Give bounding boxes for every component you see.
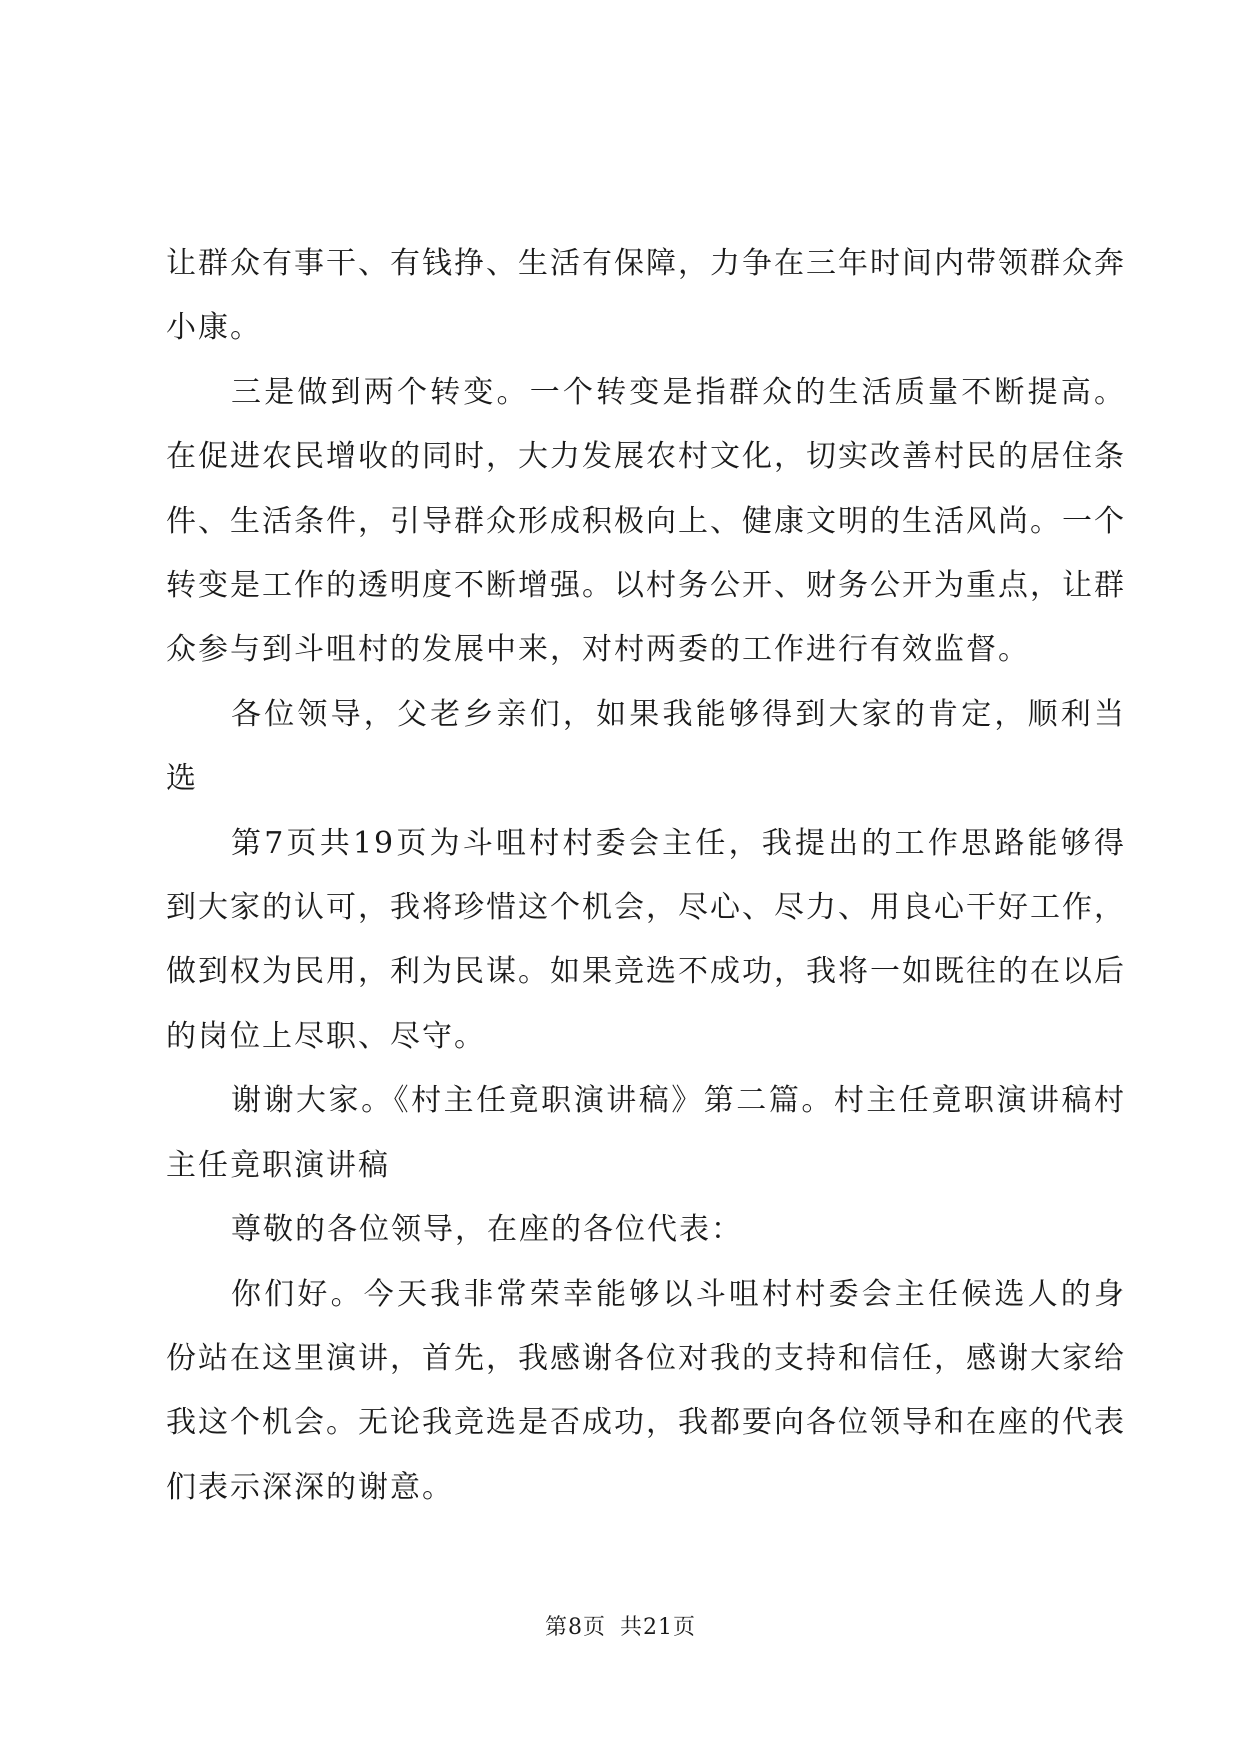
paragraph-6: 尊敬的各位领导，在座的各位代表： <box>231 1212 743 1248</box>
paragraph-7: 你们好。今天我非常荣幸能够以斗咀村村委会主任候选人的身份站在这里演讲，首先，我感谢各位对我的支持和信任，感谢大家给我这个机会。无论我竞选是否成功，我都要向各位领导和在座的代表们表示深深的谢意。 <box>166 1276 1126 1505</box>
paragraph-3: 各位领导，父老乡亲们，如果我能够得到大家的肯定，顺利当选 <box>166 696 1126 797</box>
page-number-total: 共21页 <box>620 1615 696 1640</box>
paragraph-4: 第7页共19页为斗咀村村委会主任，我提出的工作思路能够得到大家的认可，我将珍惜这个机会，尽心、尽力、用良心干好工作，做到权为民用，利为民谋。如果竞选不成功，我将一如既往的在以后的岗位上尽职、尽守。 <box>166 825 1126 1054</box>
paragraph-1: 让群众有事干、有钱挣、生活有保障，力争在三年时间内带领群众奔小康。 <box>166 246 1126 346</box>
paragraph-5: 谢谢大家。《村主任竟职演讲稿》第二篇。村主任竟职演讲稿村主任竟职演讲稿 <box>166 1083 1126 1183</box>
page-number-current: 第8页 <box>545 1615 606 1640</box>
document-body <box>166 232 1126 1520</box>
page-footer <box>0 1610 1241 1641</box>
paragraph-2: 三是做到两个转变。一个转变是指群众的生活质量不断提高。在促进农民增收的同时，大力发展农村文化，切实改善村民的居住条件、生活条件，引导群众形成积极向上、健康文明的生活风尚。一个转变是工作的透明度不断增强。以村务公开、财务公开为重点，让群众参与到斗咀村的发展中来，对村两委的工作进行有效监督。 <box>166 374 1126 668</box>
